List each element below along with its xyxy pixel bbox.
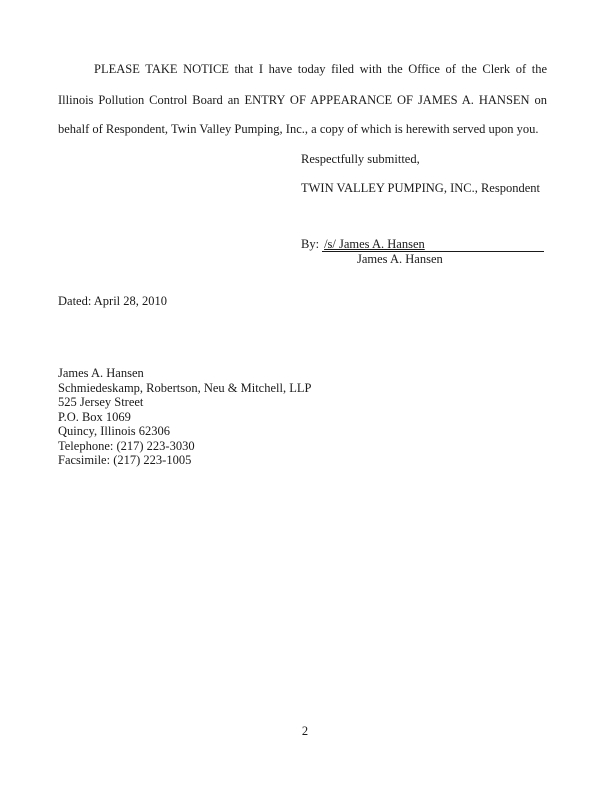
attorney-po-box: P.O. Box 1069 <box>58 409 131 424</box>
page-number: 2 <box>301 724 309 738</box>
attorney-street: 525 Jersey Street <box>58 395 144 409</box>
attorney-firm: Schmiedeskamp, Robertson, Neu & Mitchell, LLP <box>58 380 312 395</box>
attorney-name: James A. Hansen <box>58 366 144 380</box>
attorney-city: Quincy, Illinois 62306 <box>58 424 171 438</box>
notice-line-1: PLEASE TAKE NOTICE that I have today filed with the Office of the Clerk of the <box>94 62 547 76</box>
respondent-party: TWIN VALLEY PUMPING, INC., Respondent <box>301 181 540 195</box>
signature-text: /s/ James A. Hansen <box>324 237 425 251</box>
by-label: By: <box>301 237 320 251</box>
closing-salutation: Respectfully submitted, <box>301 152 420 166</box>
notice-line-2: Illinois Pollution Control Board an ENTRY OF APPEARANCE OF JAMES A. HANSEN on <box>58 93 547 107</box>
attorney-telephone: Telephone: (217) 223-3030 <box>58 438 195 453</box>
attorney-facsimile: Facsimile: (217) 223-1005 <box>58 453 192 467</box>
printed-name: James A. Hansen <box>357 252 443 266</box>
dated-line: Dated: April 28, 2010 <box>58 294 168 308</box>
signature-line <box>301 236 544 252</box>
notice-line-3: behalf of Respondent, Twin Valley Pumping, Inc., a copy of which is herewith served upon you. <box>58 122 539 136</box>
attorney-address-block <box>58 366 311 468</box>
